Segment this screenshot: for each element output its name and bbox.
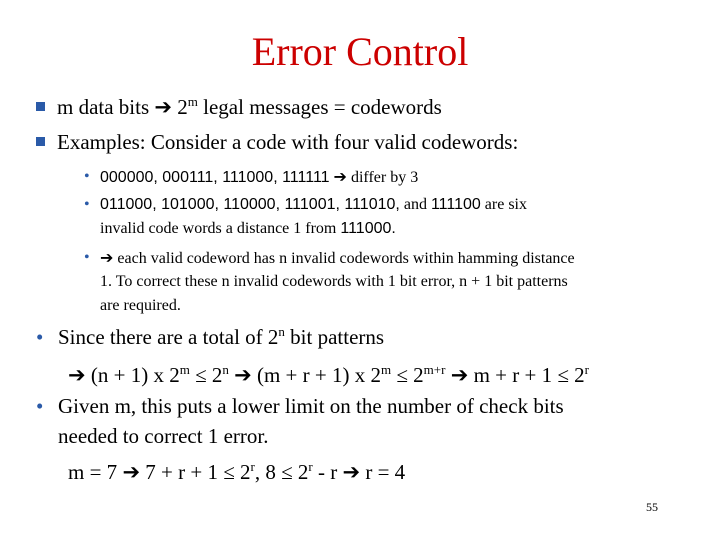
dot-bullet-icon: • [84, 196, 90, 213]
arrow-icon: ➔ [234, 363, 252, 387]
sub-bullet-invalid-list: 011000, 101000, 110000, 111001, 111010, and 111100 are six [100, 196, 527, 213]
sub-bullet-hamming-line1: ➔ each valid codeword has n invalid codewords within hamming distance [100, 248, 575, 267]
sub-bullet-hamming-line3: are required. [100, 297, 181, 314]
bullet-codewords: m data bits ➔ 2$^m$ legal messages = codewords [57, 94, 442, 119]
bullet-lower-limit-line1: Given m, this puts a lower limit on the number of check bits [58, 394, 564, 418]
arrow-icon: ➔ [450, 363, 469, 387]
arrow-icon: ➔ [68, 363, 86, 387]
arrow-icon: ➔ [333, 167, 347, 186]
arrow-icon: ➔ [154, 95, 173, 119]
page-number: 55 [646, 500, 658, 514]
bullet-total-patterns: Since there are a total of 2$^n$ bit patterns [58, 324, 385, 349]
sub-bullet-hamming-line2: 1. To correct these n invalid codewords with 1 bit error, n + 1 bit patterns [100, 273, 568, 290]
dot-bullet-icon: • [36, 325, 44, 349]
square-bullet-icon [36, 102, 45, 111]
bullet-examples: Examples: Consider a code with four valid codewords: [57, 130, 519, 154]
sub-bullet-differ: 000000, 000111, 111000, 111111 ➔ differ by 3 [100, 167, 419, 186]
arrow-icon: ➔ [342, 460, 361, 484]
formula-example: m = 7 ➔ $7 + r + 1 \le 2^r$, $8 \le 2^r - r$ ➔ r = 4 [68, 459, 406, 484]
arrow-icon: ➔ [100, 248, 114, 267]
bold-arrow-icon: ➔ [122, 460, 141, 484]
dot-bullet-icon: • [36, 394, 44, 418]
dot-bullet-icon: • [84, 168, 90, 185]
bullet-lower-limit-line2: needed to correct 1 error. [58, 424, 269, 448]
square-bullet-icon [36, 137, 45, 146]
formula-inequality: ➔ (n + 1) x $2^m \le 2^n$ ➔ (m + r + 1) x $2^m \le 2^{m+r}$ ➔ $m + r + 1 \le 2^r$ [68, 362, 589, 387]
slide-title: Error Control [251, 29, 469, 74]
sub-bullet-invalid-line2: invalid code words a distance 1 from 111000. [100, 220, 396, 237]
dot-bullet-icon: • [84, 249, 90, 266]
